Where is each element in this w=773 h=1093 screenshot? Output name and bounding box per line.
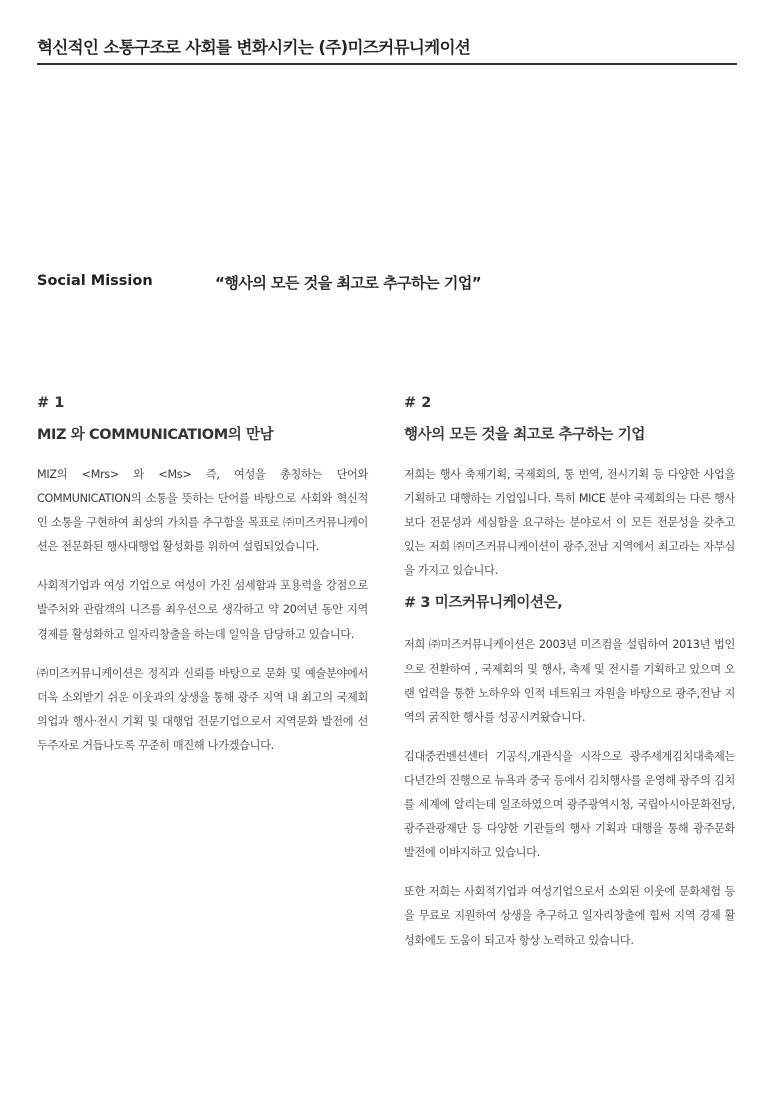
section-1-paragraph-2: 사회적기업과 여성 기업으로 여성이 가진 섬세함과 포용력을 강점으로 발주처와 관람객의 니즈를 최우선으로 생각하고 약 20여년 동안 지역 경제를 활성화하고 일자리창출을 하는데 일익을 담당하고 있습니다. — [37, 579, 368, 641]
right-column — [404, 395, 735, 953]
section-1-paragraph-3: ㈜미즈커뮤니케이션은 정직과 신뢰를 바탕으로 문화 및 예술분야에서 더욱 소외받기 쉬운 이웃과의 상생을 통해 광주 지역 내 최고의 국제회의업과 행사·전시 기획 및 대행업 전문기업으로서 지역문화 발전에 선두주자로 거듭나도록 꾸준히 매진해 나가겠습니다. — [37, 666, 368, 752]
section-1-number: # 1 — [37, 395, 65, 411]
section-2-paragraph: 저희는 행사 축제기획, 국제회의, 통 번역, 전시기획 등 다양한 사업을 기획하고 대행하는 기업입니다. 특히 MICE 분야 국제회의는 다른 행사보다 전문성과 세심함을 요구하는 분야로서 이 모든 전문성을 갖추고 있는 저희 ㈜미즈커뮤니케이션이 광주,전남 지역에서 최고라는 자부심을 가지고 있습니다. — [404, 468, 735, 578]
social-mission-quote: “행사의 모든 것을 최고로 추구하는 기업” — [215, 274, 482, 292]
page-header-title: 혁신적인 소통구조로 사회를 변화시키는 (주)미즈커뮤니케이션 — [37, 38, 471, 57]
section-1-paragraph-1: MIZ의 <Mrs> 와 <Ms> 즉, 여성을 총칭하는 단어와 COMMUNICATION의 소통을 뜻하는 단어를 바탕으로 사회와 혁신적인 소통을 구현하여 최상의 가치를 추구함을 목표로 ㈜미즈커뮤니케이션은 전문화된 행사대행업 활성화를 위하여 설립되었습니다. — [37, 468, 368, 554]
section-2-number: # 2 — [404, 395, 432, 411]
social-mission-label: Social Mission — [37, 273, 153, 289]
header-divider — [37, 63, 737, 65]
section-3-heading: # 3 미즈커뮤니케이션은, — [404, 595, 563, 612]
section-1-heading: MIZ 와 COMMUNICATIOM의 만남 — [37, 427, 274, 443]
section-3-paragraph-1: 저희 ㈜미즈커뮤니케이션은 2003년 미즈컴을 설립하여 2013년 법인으로 전환하여 , 국제회의 및 행사, 축제 및 전시를 기획하고 있으며 오랜 업력을 통한 노하우와 인적 네트워크 자원을 바탕으로 광주,전남 지역의 굵직한 행사를 성공시켜왔습니다. — [404, 638, 735, 724]
section-3-paragraph-2: 김대중컨벤션센터 기공식,개관식을 시작으로 광주세계김치대축제는 다년간의 진행으로 뉴욕과 중국 등에서 김치행사를 운영해 광주의 김치를 세계에 알리는데 일조하였으며 광주광역시청, 국립아시아문화전당, 광주관광재단 등 다양한 기관들의 행사 기획과 대행을 통해 광주문화 발전에 이바지하고 있습니다. — [404, 749, 735, 860]
section-2-heading: 행사의 모든 것을 최고로 추구하는 기업 — [404, 427, 645, 443]
section-3-paragraph-3: 또한 저희는 사회적기업과 여성기업으로서 소외된 이웃에 문화체험 등을 무료로 지원하여 상생을 추구하고 일자리창출에 힘써 지역 경제 활성화에도 도움이 되고자 항상 노력하고 있습니다. — [404, 885, 735, 947]
left-column — [37, 395, 368, 758]
